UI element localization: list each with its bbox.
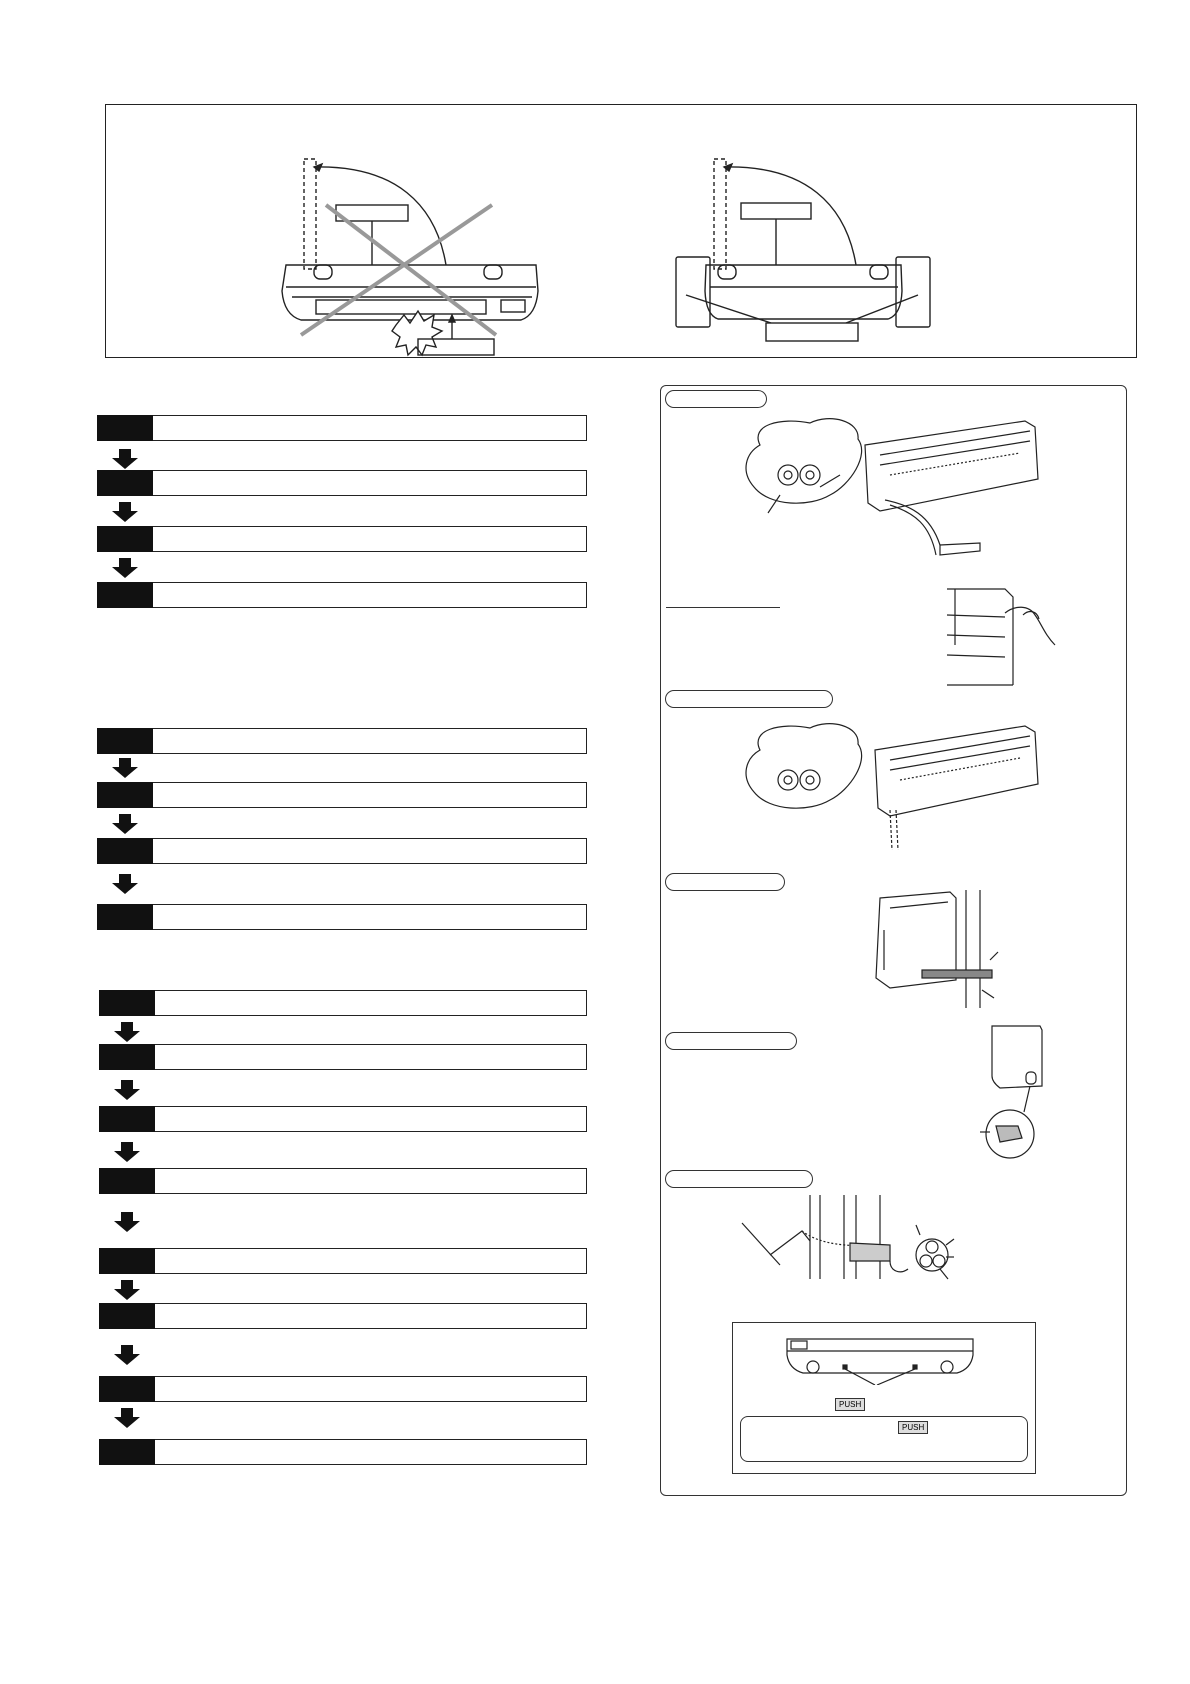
lift-label-box-2: [741, 203, 811, 219]
underline-rule: [666, 607, 780, 608]
down-arrow-icon: [112, 558, 138, 578]
flow-c-step-3: [99, 1106, 587, 1132]
step-number: [97, 838, 153, 864]
flow-c-step-4: [99, 1168, 587, 1194]
flow-a-step-4: [97, 582, 587, 608]
step-text: [155, 1168, 587, 1194]
push-note-callout: [740, 1416, 1028, 1462]
step-text: [153, 415, 587, 441]
down-arrow-icon: [112, 874, 138, 894]
incorrect-lifting-diagram: [282, 159, 538, 355]
flow-c-step-5: [99, 1248, 587, 1274]
step-text: [155, 1303, 587, 1329]
right-side-unit-diagram: [970, 1022, 1050, 1162]
step-number: [97, 728, 153, 754]
step-number: [97, 415, 153, 441]
flow-b-step-2: [97, 782, 587, 808]
flow-b-step-4: [97, 904, 587, 930]
section-tab-3: [665, 873, 785, 891]
support-label-box: [766, 323, 858, 341]
down-arrow-icon: [114, 1080, 140, 1100]
push-label-inline: PUSH: [898, 1421, 928, 1434]
down-arrow-icon: [114, 1408, 140, 1428]
step-text: [153, 838, 587, 864]
step-number: [99, 1439, 155, 1465]
flow-c-step-7: [99, 1376, 587, 1402]
lifting-instructions-panel: [105, 104, 1137, 358]
push-label: PUSH: [835, 1398, 865, 1411]
step-number: [97, 782, 153, 808]
step-number: [99, 1168, 155, 1194]
piping-cross-section-diagram: [740, 1195, 980, 1285]
rear-piping-diagram: [740, 415, 1060, 565]
step-number: [99, 1303, 155, 1329]
step-number: [99, 1248, 155, 1274]
down-arrow-icon: [114, 1345, 140, 1365]
step-text: [155, 1439, 587, 1465]
section-tab-5: [665, 1170, 813, 1188]
down-arrow-icon: [114, 1022, 140, 1042]
step-number: [97, 526, 153, 552]
down-arrow-icon: [112, 758, 138, 778]
step-text: [153, 728, 587, 754]
step-text: [153, 904, 587, 930]
step-number: [97, 582, 153, 608]
step-text: [155, 990, 587, 1016]
flow-a-step-3: [97, 526, 587, 552]
step-number: [99, 1106, 155, 1132]
step-number: [97, 904, 153, 930]
step-text: [153, 526, 587, 552]
down-arrow-icon: [114, 1142, 140, 1162]
down-arrow-icon: [114, 1280, 140, 1300]
step-text: [153, 782, 587, 808]
step-text: [155, 1376, 587, 1402]
flow-c-step-6: [99, 1303, 587, 1329]
wall-piping-side-diagram: [870, 890, 1000, 1010]
flow-c-step-1: [99, 990, 587, 1016]
step-text: [155, 1106, 587, 1132]
down-arrow-icon: [114, 1212, 140, 1232]
step-text: [153, 582, 587, 608]
flow-b-step-3: [97, 838, 587, 864]
step-number: [97, 470, 153, 496]
step-number: [99, 990, 155, 1016]
left-side-piping-diagram: [740, 720, 1060, 860]
correct-lifting-diagram: [676, 159, 930, 341]
knockout-removal-diagram: [945, 585, 1065, 695]
section-tab-4: [665, 1032, 797, 1050]
flow-c-step-8: [99, 1439, 587, 1465]
down-arrow-icon: [112, 449, 138, 469]
section-tab-2: [665, 690, 833, 708]
unit-bottom-view-diagram: [785, 1335, 975, 1385]
down-arrow-icon: [112, 502, 138, 522]
step-number: [99, 1376, 155, 1402]
section-tab-1: [665, 390, 767, 408]
step-text: [155, 1044, 587, 1070]
step-number: [99, 1044, 155, 1070]
step-text: [155, 1248, 587, 1274]
flow-a-step-1: [97, 415, 587, 441]
flow-a-step-2: [97, 470, 587, 496]
step-text: [153, 470, 587, 496]
flow-b-step-1: [97, 728, 587, 754]
down-arrow-icon: [112, 814, 138, 834]
flow-c-step-2: [99, 1044, 587, 1070]
